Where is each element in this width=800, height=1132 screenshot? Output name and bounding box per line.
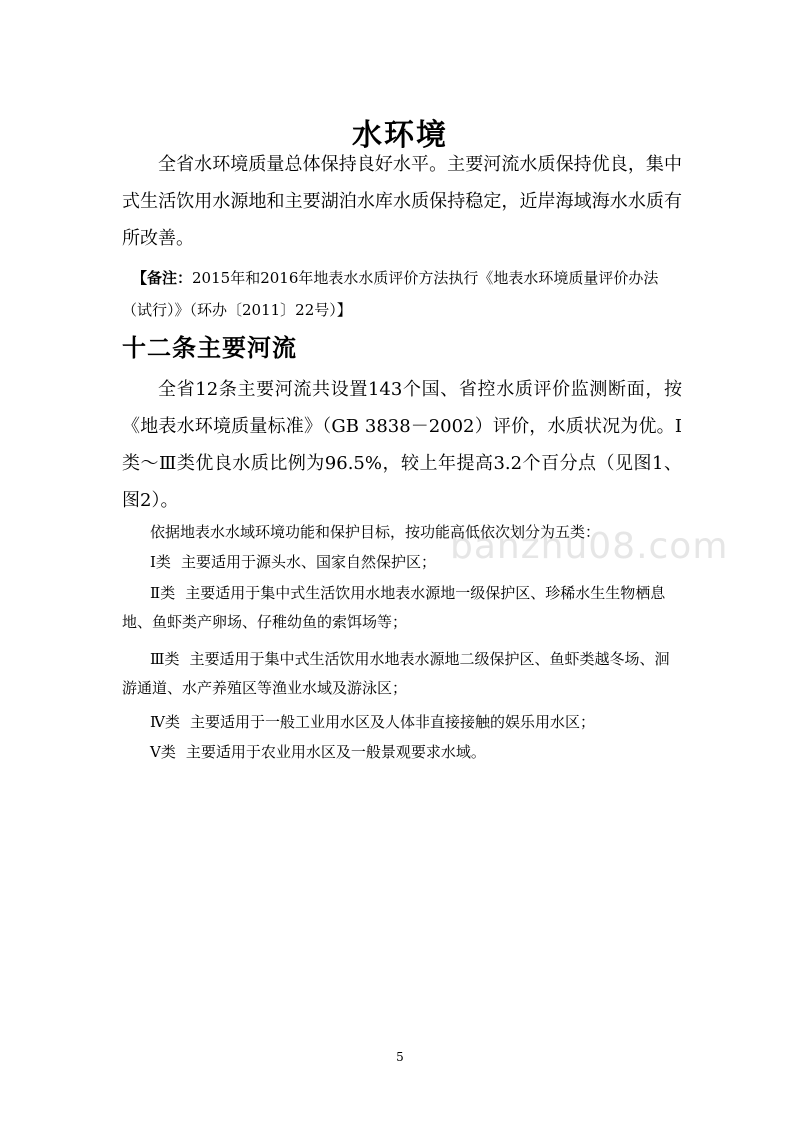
class-text: 主要适用于集中式生活饮用水地表水源地二级保护区、鱼虾类越冬场、洄游通道、水产养殖区等渔业水域及游泳区； bbox=[122, 650, 670, 697]
class-item-3 bbox=[122, 645, 682, 703]
class-tag: Ⅴ类 bbox=[150, 743, 176, 761]
class-tag: Ⅳ类 bbox=[150, 713, 180, 731]
note-label: 【备注： bbox=[132, 269, 193, 287]
class-item-5 bbox=[122, 738, 682, 767]
class-text: 主要适用于一般工业用水区及人体非直接接触的娱乐用水区； bbox=[190, 713, 596, 731]
class-text: 主要适用于源头水、国家自然保护区； bbox=[180, 553, 436, 571]
section-heading: 十二条主要河流 bbox=[122, 334, 297, 362]
classes-intro: 依据地表水水域环境功能和保护目标，按功能高低依次划分为五类： bbox=[150, 523, 601, 541]
section-paragraph: 全省12条主要河流共设置143个国、省控水质评价监测断面，按《地表水环境质量标准》（GB 3838－2002）评价，水质状况为优。Ⅰ类～Ⅲ类优良水质比例为96.5%，较上年提高3.2个百分点（见图1、图2）。 bbox=[122, 379, 682, 511]
note-paragraph bbox=[122, 262, 682, 326]
page-number: 5 bbox=[396, 1050, 404, 1064]
class-text: 主要适用于农业用水区及一般景观要求水域。 bbox=[185, 743, 486, 761]
class-tag: Ⅲ类 bbox=[150, 650, 180, 668]
note-text: 2015年和2016年地表水水质评价方法执行《地表水环境质量评价办法（试行）》（环办〔2011〕22号）】 bbox=[122, 269, 659, 319]
watermark: banzhu08.com bbox=[450, 526, 729, 567]
class-tag: Ⅰ类 bbox=[150, 553, 171, 571]
class-item-2 bbox=[122, 579, 682, 637]
class-tag: Ⅱ类 bbox=[150, 584, 176, 602]
intro-paragraph: 全省水环境质量总体保持良好水平。主要河流水质保持优良，集中式生活饮用水源地和主要湖泊水库水质保持稳定，近岸海域海水水质有所改善。 bbox=[122, 154, 682, 249]
page-title: 水环境 bbox=[352, 118, 448, 153]
class-item-4 bbox=[122, 708, 682, 737]
class-text: 主要适用于集中式生活饮用水地表水源地一级保护区、珍稀水生生物栖息地、鱼虾类产卵场、仔稚幼鱼的索饵场等； bbox=[122, 584, 666, 631]
class-item-1 bbox=[122, 548, 682, 577]
